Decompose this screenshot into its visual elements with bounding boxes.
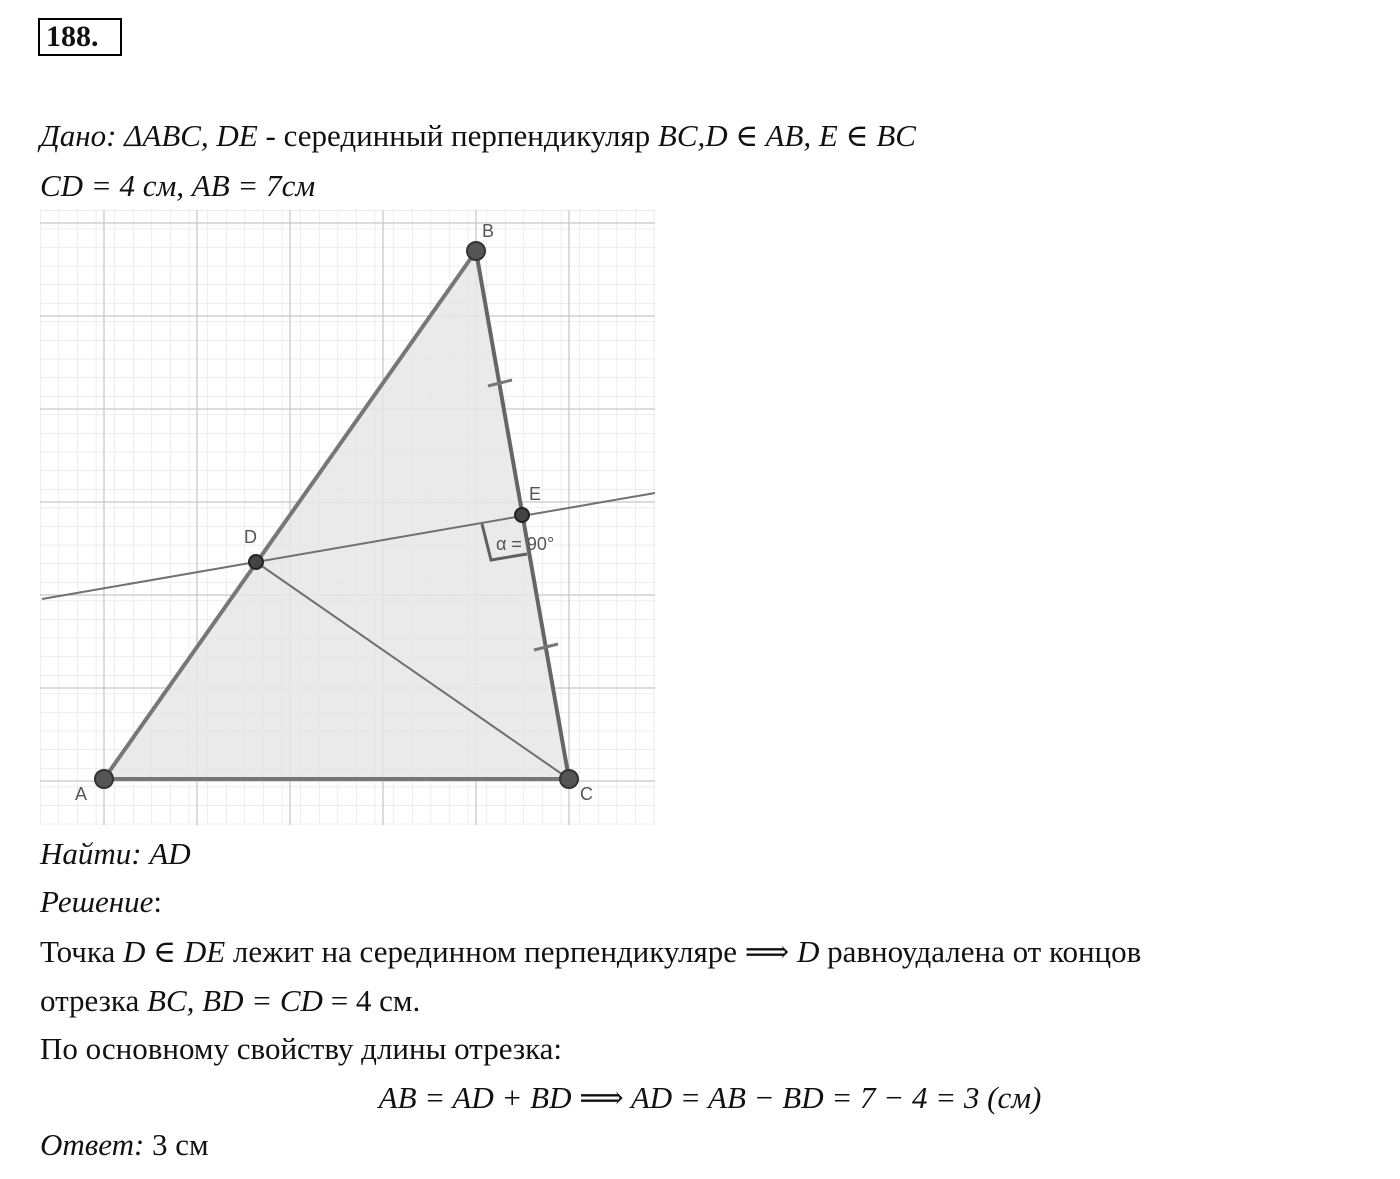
problem-number: 188. <box>38 18 122 56</box>
point-c <box>560 770 578 788</box>
find-value: : AD <box>131 836 191 871</box>
geometry-figure <box>40 210 660 830</box>
point-e <box>515 508 529 522</box>
point-d <box>249 555 263 569</box>
given-line-2: CD = 4 см, AB = 7см <box>40 168 316 203</box>
solution-line-2 <box>40 981 420 1021</box>
answer-value: 3 см <box>144 1127 209 1162</box>
solution-l2-a: отрезка <box>40 983 148 1018</box>
solution-l1-d: D <box>796 934 820 969</box>
answer-line <box>40 1125 209 1165</box>
given-line-1 <box>40 116 916 156</box>
label-a: A <box>75 784 88 804</box>
point-a <box>95 770 113 788</box>
solution-heading <box>40 882 162 922</box>
solution-line-1 <box>40 932 1141 972</box>
label-c: C <box>580 784 593 804</box>
given-math-2: BC,D ∈ AB, E ∈ BC <box>657 118 916 153</box>
find-label: Найти <box>40 836 132 871</box>
label-d: D <box>244 527 257 547</box>
solution-l1-e: равноудалена от концов <box>819 934 1142 969</box>
point-b <box>467 242 485 260</box>
solution-l1-a: Точка <box>40 934 123 969</box>
given-text: - серединный перпендикуляр <box>257 118 658 153</box>
angle-label: α = 90° <box>496 534 555 554</box>
find-line <box>40 834 191 874</box>
label-b: B <box>482 221 495 241</box>
given-label: Дано <box>40 118 107 153</box>
solution-formula: AB = AD + BD ⟹ AD = AB − BD = 7 − 4 = 3 (см) <box>378 1080 1042 1115</box>
solution-line-3: По основному свойству длины отрезка: <box>40 1031 563 1066</box>
given-math-1: : ΔABC, DE <box>106 118 258 153</box>
solution-label: Решение <box>40 884 154 919</box>
solution-l1-c: лежит на серединном перпендикуляре ⟹ <box>225 934 797 969</box>
solution-l2-c: = 4 см. <box>322 983 421 1018</box>
solution-l2-b: BC, BD = CD <box>147 983 323 1018</box>
answer-label: Ответ: <box>40 1127 145 1162</box>
label-e: E <box>529 484 542 504</box>
solution-colon: : <box>153 884 162 919</box>
solution-l1-b: D ∈ DE <box>123 934 226 969</box>
